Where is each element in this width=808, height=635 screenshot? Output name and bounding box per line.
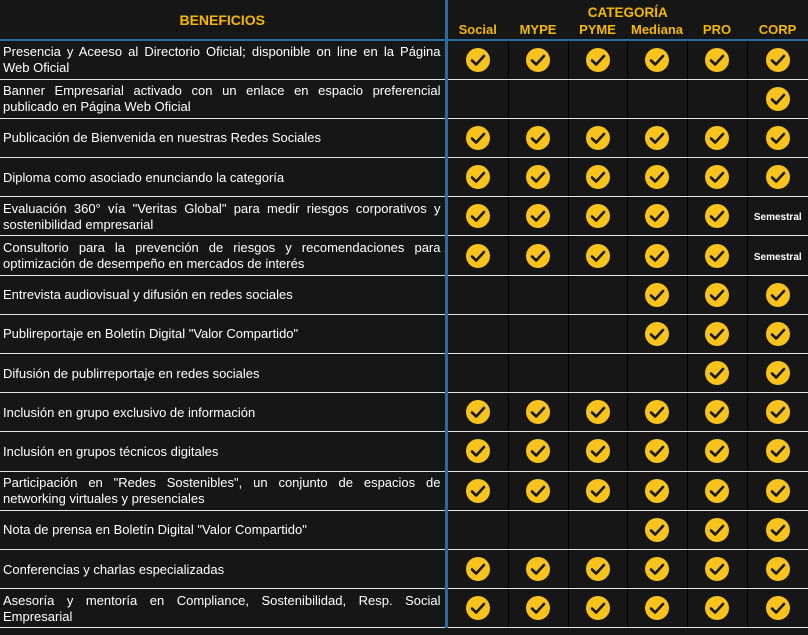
check-icon <box>526 48 550 72</box>
cell-mype <box>508 79 568 118</box>
cell-social <box>446 275 508 314</box>
cell-mype <box>508 510 568 549</box>
cell-pro <box>687 589 747 628</box>
cell-pyme <box>568 510 627 549</box>
check-icon <box>705 244 729 268</box>
cell-corp <box>747 471 808 510</box>
check-icon <box>766 87 790 111</box>
check-icon <box>526 204 550 228</box>
cell-pyme <box>568 275 627 314</box>
cell-social <box>446 354 508 393</box>
check-icon <box>466 126 490 150</box>
benefit-label: Entrevista audiovisual y difusión en redes sociales <box>0 275 446 314</box>
cell-mediana <box>627 275 687 314</box>
benefit-label: Presencia y Aceeso al Directorio Oficial; disponible on line en la Página Web Oficial <box>0 40 446 79</box>
table-row <box>0 197 808 236</box>
benefit-label: Publireportaje en Boletín Digital "Valor Compartido" <box>0 314 446 353</box>
check-icon <box>586 165 610 189</box>
cell-mediana <box>627 549 687 588</box>
cell-social <box>446 236 508 275</box>
benefit-label: Difusión de publirreportaje en redes sociales <box>0 354 446 393</box>
check-icon <box>586 244 610 268</box>
check-icon <box>705 165 729 189</box>
cell-mediana <box>627 158 687 197</box>
cell-social <box>446 40 508 79</box>
cell-corp <box>747 40 808 79</box>
cell-mype <box>508 118 568 157</box>
cell-mype <box>508 197 568 236</box>
check-icon <box>586 126 610 150</box>
cell-mype <box>508 393 568 432</box>
cell-pro <box>687 471 747 510</box>
cell-mype <box>508 314 568 353</box>
check-icon <box>586 479 610 503</box>
check-icon <box>526 479 550 503</box>
check-icon <box>705 400 729 424</box>
frequency-text: Semestral <box>753 251 802 263</box>
table-row <box>0 393 808 432</box>
check-icon <box>586 439 610 463</box>
check-icon <box>766 596 790 620</box>
check-icon <box>526 165 550 189</box>
cell-pyme <box>568 197 627 236</box>
check-icon <box>766 322 790 346</box>
cell-pyme <box>568 471 627 510</box>
cell-social <box>446 118 508 157</box>
benefit-label: Inclusión en grupos técnicos digitales <box>0 432 446 471</box>
cell-corp <box>747 432 808 471</box>
check-icon <box>526 400 550 424</box>
cell-mediana <box>627 354 687 393</box>
check-icon <box>645 48 669 72</box>
cell-pyme <box>568 118 627 157</box>
check-icon <box>766 439 790 463</box>
check-icon <box>705 361 729 385</box>
check-icon <box>766 126 790 150</box>
cell-corp <box>747 236 808 275</box>
check-icon <box>586 557 610 581</box>
benefit-label: Diploma como asociado enunciando la categoría <box>0 158 446 197</box>
check-icon <box>645 204 669 228</box>
benefit-label: Nota de prensa en Boletín Digital "Valor Compartido" <box>0 510 446 549</box>
check-icon <box>645 439 669 463</box>
check-icon <box>645 322 669 346</box>
benefit-label: Asesoría y mentoría en Compliance, Sostenibilidad, Resp. Social Empresarial <box>0 589 446 628</box>
cell-social <box>446 510 508 549</box>
benefit-label: Conferencias y charlas especializadas <box>0 549 446 588</box>
check-icon <box>586 596 610 620</box>
column-header-pyme: PYME <box>568 20 627 40</box>
cell-mediana <box>627 118 687 157</box>
table-row <box>0 549 808 588</box>
table-row <box>0 158 808 197</box>
cell-pyme <box>568 354 627 393</box>
cell-pro <box>687 314 747 353</box>
check-icon <box>466 400 490 424</box>
benefit-label: Consultorio para la prevención de riesgos y recomendaciones para optimización de desempeño en mercados de interés <box>0 236 446 275</box>
check-icon <box>645 165 669 189</box>
check-icon <box>766 361 790 385</box>
table-row <box>0 432 808 471</box>
cell-pro <box>687 510 747 549</box>
cell-mediana <box>627 393 687 432</box>
cell-corp <box>747 549 808 588</box>
check-icon <box>645 557 669 581</box>
cell-mype <box>508 549 568 588</box>
check-icon <box>586 400 610 424</box>
cell-social <box>446 158 508 197</box>
cell-corp <box>747 275 808 314</box>
check-icon <box>526 557 550 581</box>
check-icon <box>645 596 669 620</box>
cell-mype <box>508 236 568 275</box>
cell-pro <box>687 197 747 236</box>
cell-mype <box>508 158 568 197</box>
table-row <box>0 354 808 393</box>
check-icon <box>526 126 550 150</box>
cell-social <box>446 471 508 510</box>
column-header-mype: MYPE <box>508 20 568 40</box>
check-icon <box>705 48 729 72</box>
check-icon <box>705 557 729 581</box>
check-icon <box>645 283 669 307</box>
check-icon <box>526 244 550 268</box>
check-icon <box>466 165 490 189</box>
table-row <box>0 471 808 510</box>
cell-pyme <box>568 40 627 79</box>
check-icon <box>766 518 790 542</box>
cell-mype <box>508 354 568 393</box>
cell-mype <box>508 589 568 628</box>
check-icon <box>586 48 610 72</box>
benefit-label: Publicación de Bienvenida en nuestras Redes Sociales <box>0 118 446 157</box>
cell-pyme <box>568 432 627 471</box>
cell-social <box>446 79 508 118</box>
cell-social <box>446 549 508 588</box>
benefit-label: Inclusión en grupo exclusivo de información <box>0 393 446 432</box>
check-icon <box>705 126 729 150</box>
cell-corp <box>747 354 808 393</box>
check-icon <box>705 596 729 620</box>
check-icon <box>705 283 729 307</box>
cell-pro <box>687 158 747 197</box>
table-row <box>0 589 808 628</box>
cell-pyme <box>568 589 627 628</box>
cell-corp <box>747 79 808 118</box>
check-icon <box>766 479 790 503</box>
cell-mype <box>508 471 568 510</box>
check-icon <box>466 596 490 620</box>
cell-corp <box>747 197 808 236</box>
check-icon <box>766 557 790 581</box>
check-icon <box>466 439 490 463</box>
frequency-text: Semestral <box>753 212 802 224</box>
cell-mype <box>508 275 568 314</box>
cell-pyme <box>568 393 627 432</box>
check-icon <box>586 204 610 228</box>
check-icon <box>526 596 550 620</box>
cell-pro <box>687 393 747 432</box>
check-icon <box>705 518 729 542</box>
table-row <box>0 236 808 275</box>
cell-mediana <box>627 79 687 118</box>
cell-mediana <box>627 197 687 236</box>
column-header-mediana: Mediana <box>627 20 687 40</box>
header-categoria: CATEGORÍA <box>587 5 668 20</box>
cell-mype <box>508 432 568 471</box>
cell-pro <box>687 354 747 393</box>
table-row <box>0 118 808 157</box>
cell-mediana <box>627 510 687 549</box>
check-icon <box>766 400 790 424</box>
cell-mediana <box>627 471 687 510</box>
table-row <box>0 510 808 549</box>
cell-pyme <box>568 314 627 353</box>
benefit-label: Participación en "Redes Sostenibles", un conjunto de espacios de networking virtuales y presenciales <box>0 471 446 510</box>
table-row <box>0 275 808 314</box>
cell-mediana <box>627 40 687 79</box>
check-icon <box>705 439 729 463</box>
header-beneficios: BENEFICIOS <box>0 0 446 40</box>
cell-corp <box>747 158 808 197</box>
cell-social <box>446 197 508 236</box>
check-icon <box>526 439 550 463</box>
column-header-social: Social <box>446 20 508 40</box>
benefit-label: Evaluación 360° vía "Veritas Global" para medir riesgos corporativos y sostenibilidad empresarial <box>0 197 446 236</box>
cell-corp <box>747 589 808 628</box>
cell-pro <box>687 549 747 588</box>
cell-pro <box>687 79 747 118</box>
check-icon <box>705 479 729 503</box>
check-icon <box>645 479 669 503</box>
check-icon <box>645 126 669 150</box>
cell-pro <box>687 236 747 275</box>
cell-corp <box>747 314 808 353</box>
cell-corp <box>747 118 808 157</box>
cell-corp <box>747 510 808 549</box>
cell-pyme <box>568 549 627 588</box>
cell-pro <box>687 40 747 79</box>
table-row <box>0 40 808 79</box>
check-icon <box>645 518 669 542</box>
column-header-corp: CORP <box>747 20 808 40</box>
cell-social <box>446 393 508 432</box>
benefit-label: Banner Empresarial activado con un enlace en espacio preferencial publicado en Página Web Oficial <box>0 79 446 118</box>
cell-pyme <box>568 158 627 197</box>
check-icon <box>466 204 490 228</box>
cell-social <box>446 589 508 628</box>
cell-mype <box>508 40 568 79</box>
cell-mediana <box>627 432 687 471</box>
check-icon <box>705 322 729 346</box>
check-icon <box>466 244 490 268</box>
check-icon <box>466 557 490 581</box>
cell-mediana <box>627 314 687 353</box>
check-icon <box>766 283 790 307</box>
cell-corp <box>747 393 808 432</box>
check-icon <box>645 244 669 268</box>
cell-mediana <box>627 236 687 275</box>
cell-pro <box>687 118 747 157</box>
check-icon <box>466 48 490 72</box>
cell-social <box>446 314 508 353</box>
cell-social <box>446 432 508 471</box>
cell-pyme <box>568 79 627 118</box>
check-icon <box>766 48 790 72</box>
cell-mediana <box>627 589 687 628</box>
cell-pro <box>687 432 747 471</box>
check-icon <box>645 400 669 424</box>
cell-pro <box>687 275 747 314</box>
check-icon <box>466 479 490 503</box>
column-header-pro: PRO <box>687 20 747 40</box>
check-icon <box>705 204 729 228</box>
table-row <box>0 314 808 353</box>
cell-pyme <box>568 236 627 275</box>
check-icon <box>766 165 790 189</box>
table-row <box>0 79 808 118</box>
